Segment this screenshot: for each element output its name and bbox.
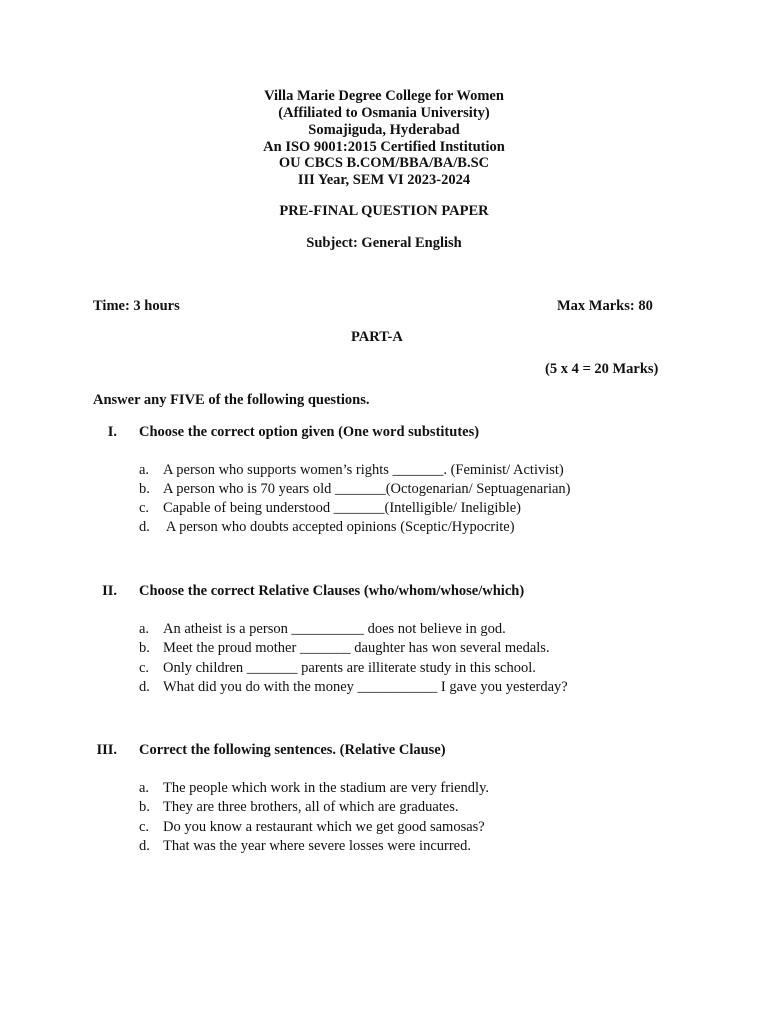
item-label: d. [139, 679, 150, 695]
item-label: b. [139, 481, 150, 497]
item-text: A person who is 70 years old _______(Octogenarian/ Septuagenarian) [163, 481, 571, 497]
paper-title: PRE-FINAL QUESTION PAPER [279, 203, 489, 219]
college-certification: An ISO 9001:2015 Certified Institution [263, 139, 505, 155]
course-line: OU CBCS B.COM/BBA/BA/B.SC [278, 155, 490, 171]
item-text: The people which work in the stadium are very friendly. [163, 780, 490, 796]
item-text: A person who supports women’s rights _______. (Feminist/ Activist) [163, 462, 564, 478]
item-text: What did you do with the money ___________ I gave you yesterday? [163, 679, 568, 695]
question-item [139, 481, 571, 498]
item-label: a. [139, 462, 150, 478]
question-item [139, 799, 459, 816]
question-title: Correct the following sentences. (Relative Clause) [139, 742, 446, 758]
item-text: Do you know a restaurant which we get good samosas? [163, 819, 485, 835]
item-text: They are three brothers, all of which are graduates. [163, 799, 459, 815]
question-number: I. [107, 424, 117, 440]
item-text: An atheist is a person __________ does not believe in god. [163, 621, 506, 637]
item-text: Only children _______ parents are illiterate study in this school. [163, 660, 536, 676]
college-affiliation: (Affiliated to Osmania University) [278, 105, 490, 121]
item-label: c. [139, 500, 150, 516]
question-item [139, 838, 471, 855]
question-item [139, 500, 521, 517]
item-label: b. [139, 640, 150, 656]
item-label: c. [139, 819, 150, 835]
college-name: Villa Marie Degree College for Women [264, 88, 504, 104]
question-item [139, 621, 506, 638]
year-semester-line: III Year, SEM VI 2023-2024 [297, 172, 471, 188]
instruction-text: Answer any FIVE of the following questions. [93, 392, 370, 408]
question-item [139, 519, 515, 536]
question-number: II. [102, 583, 117, 599]
item-label: c. [139, 660, 150, 676]
subject-line: Subject: General English [306, 235, 462, 251]
item-text: That was the year where severe losses were incurred. [163, 838, 471, 854]
question-item [139, 819, 485, 836]
item-label: d. [139, 838, 150, 854]
question-title: Choose the correct option given (One word substitutes) [139, 424, 480, 440]
part-marks: (5 x 4 = 20 Marks) [545, 361, 659, 377]
question-item [139, 462, 564, 479]
question-item [139, 780, 489, 797]
item-label: a. [139, 621, 150, 637]
question-item [139, 660, 536, 677]
item-text: Meet the proud mother _______ daughter has won several medals. [163, 640, 550, 656]
question-number: III. [96, 742, 117, 758]
time-label: Time: 3 hours [93, 298, 180, 314]
item-label: d. [139, 519, 150, 535]
item-text: A person who doubts accepted opinions (Sceptic/Hypocrite) [163, 519, 515, 535]
question-item [139, 679, 568, 696]
item-label: a. [139, 780, 150, 796]
question-title: Choose the correct Relative Clauses (who/whom/whose/which) [139, 583, 525, 599]
item-text: Capable of being understood _______(Intelligible/ Ineligible) [163, 500, 521, 516]
item-label: b. [139, 799, 150, 815]
question-item [139, 640, 550, 657]
max-marks-label: Max Marks: 80 [557, 298, 653, 314]
college-location: Somajiguda, Hyderabad [308, 122, 460, 138]
part-title: PART-A [351, 329, 403, 345]
